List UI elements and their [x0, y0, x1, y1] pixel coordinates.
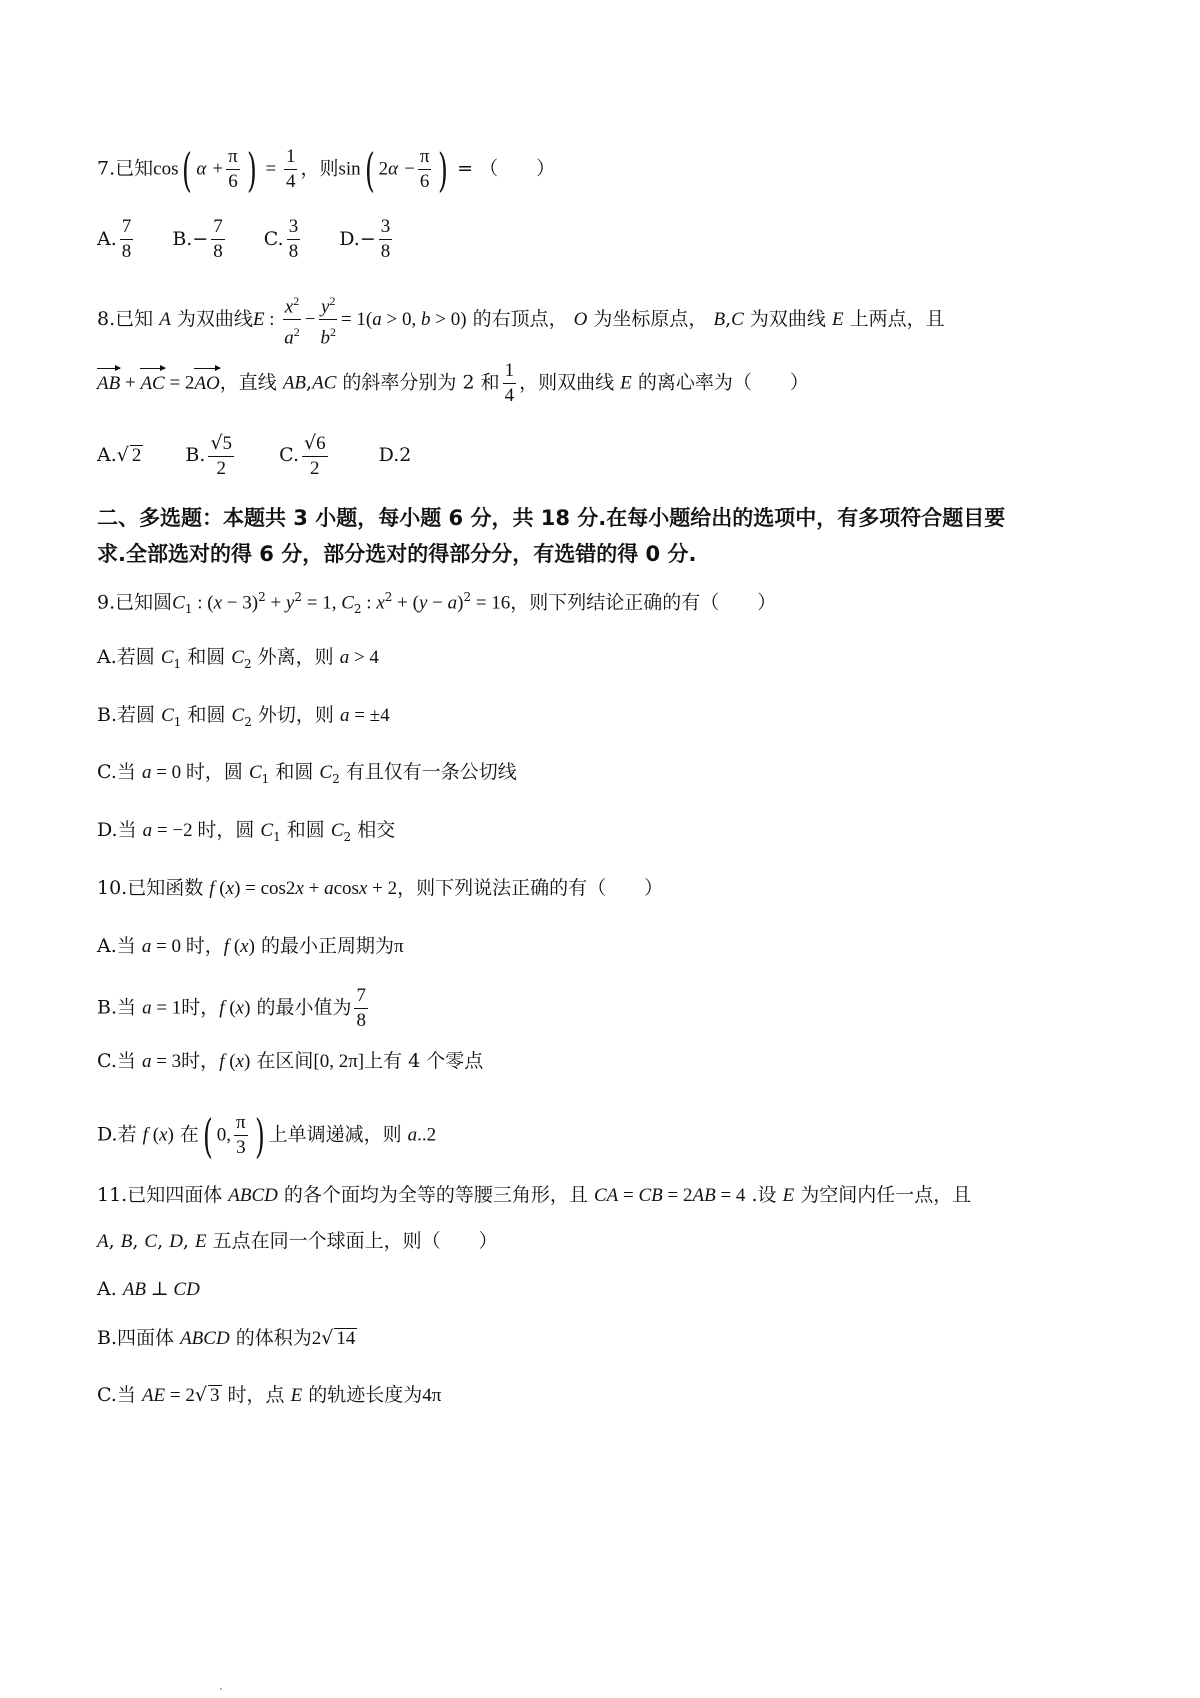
question-11-stem: 11.已知四面体 ABCD 的各个面均为全等的等腰三角形，且 CA = CB = 2AB = 4 .设 E 为空间内任一点，且	[97, 1184, 972, 1206]
question-10-option-c[interactable]: C.当 a = 3时，f (x) 在区间[0, 2π]上有 4 个零点	[97, 1050, 484, 1072]
question-11-line-2: A, B, C, D, E 五点在同一个球面上，则（ ）	[97, 1230, 498, 1252]
option-a[interactable]: A.√ 2	[97, 444, 142, 466]
question-11-option-c[interactable]: C.当 AE = 2√ 3 时，点 E 的轨迹长度为4π	[97, 1384, 442, 1406]
question-10-option-a[interactable]: A.当 a = 0 时，f (x) 的最小正周期为π	[97, 935, 404, 957]
question-9-option-b[interactable]: B.若圆 $C_1$ 和圆 $C_2$ 外切，则 a = ±4	[97, 704, 390, 729]
question-8-stem: 8.已知 A 为双曲线E : $\frac{x^2}{a^2}$ − $\frac{y^2}{b^2}$ = 1(a > 0, b > 0) 的右顶点， O 为坐标原点， B,C 为双曲线 E 上两点，且	[97, 290, 945, 350]
option-b[interactable]: B.− $\frac{7}{8}$	[172, 216, 223, 262]
option-d[interactable]: D.2	[378, 444, 412, 466]
question-7-options	[97, 216, 395, 263]
question-10-option-d[interactable]: D.若 f (x) 在( 0, $\frac{\pi}{3}$ ) 上单调递减，则 a..2	[97, 1108, 437, 1163]
fraction: $\frac{\pi}{6}$	[228, 146, 238, 192]
option-b[interactable]: B. $\frac{√5}{2}$	[185, 432, 233, 479]
question-9-stem: 9.已知圆$C_1$ : $(x - 3)^2 + y^2 = 1$, $C_2$ : $x^2 + (y - a)^2 = 16$，则下列结论正确的有（ ）	[97, 590, 777, 617]
question-9-option-a[interactable]: A.若圆 $C_1$ 和圆 $C_2$ 外离，则 a > 4	[97, 646, 379, 671]
question-11-option-a[interactable]: A. AB ⊥ CD	[97, 1278, 200, 1300]
section-header-multi-choice: 二、多选题：本题共 3 小题，每小题 6 分，共 18 分.在每小题给出的选项中，有多项符合题目要 求.全部选对的得 6 分，部分选对的得部分分，有选错的得 0 分.	[97, 506, 1006, 566]
option-d[interactable]: D.− $\frac{3}{8}$	[339, 216, 391, 262]
question-10-stem: 10.已知函数 f (x) = cos2x + acosx + 2，则下列说法正确的有（ ）	[97, 877, 664, 899]
question-9-option-c[interactable]: C.当 a = 0 时，圆 $C_1$ 和圆 $C_2$ 有且仅有一条公切线	[97, 761, 517, 786]
question-11-option-b[interactable]: B.四面体 ABCD 的体积为2√ 14	[97, 1327, 356, 1349]
scan-dot	[220, 1688, 222, 1690]
option-c[interactable]: C. $\frac{3}{8}$	[263, 216, 299, 262]
question-9-option-d[interactable]: D.当 a = −2 时，圆 $C_1$ 和圆 $C_2$ 相交	[97, 819, 396, 844]
question-8-options	[97, 432, 411, 480]
question-8-line-2: AB + AC = 2AO，直线 AB,AC 的斜率分别为 2 和 $\frac{1}{4}$ ，则双曲线 E 的离心率为（ ）	[97, 360, 809, 406]
option-a[interactable]: A. $\frac{7}{8}$	[97, 216, 132, 262]
question-10-option-b[interactable]: B.当 a = 1时，f (x) 的最小值为 $\frac{7}{8}$	[97, 985, 366, 1031]
option-c[interactable]: C. $\frac{√6}{2}$	[279, 432, 326, 479]
question-7-stem: 7.已知cos( α + $\frac{\pi}{6}$ ) = $\frac{1}{4}$ ，则sin( 2α − $\frac{\pi}{6}$ ) = （ ）	[97, 142, 556, 197]
